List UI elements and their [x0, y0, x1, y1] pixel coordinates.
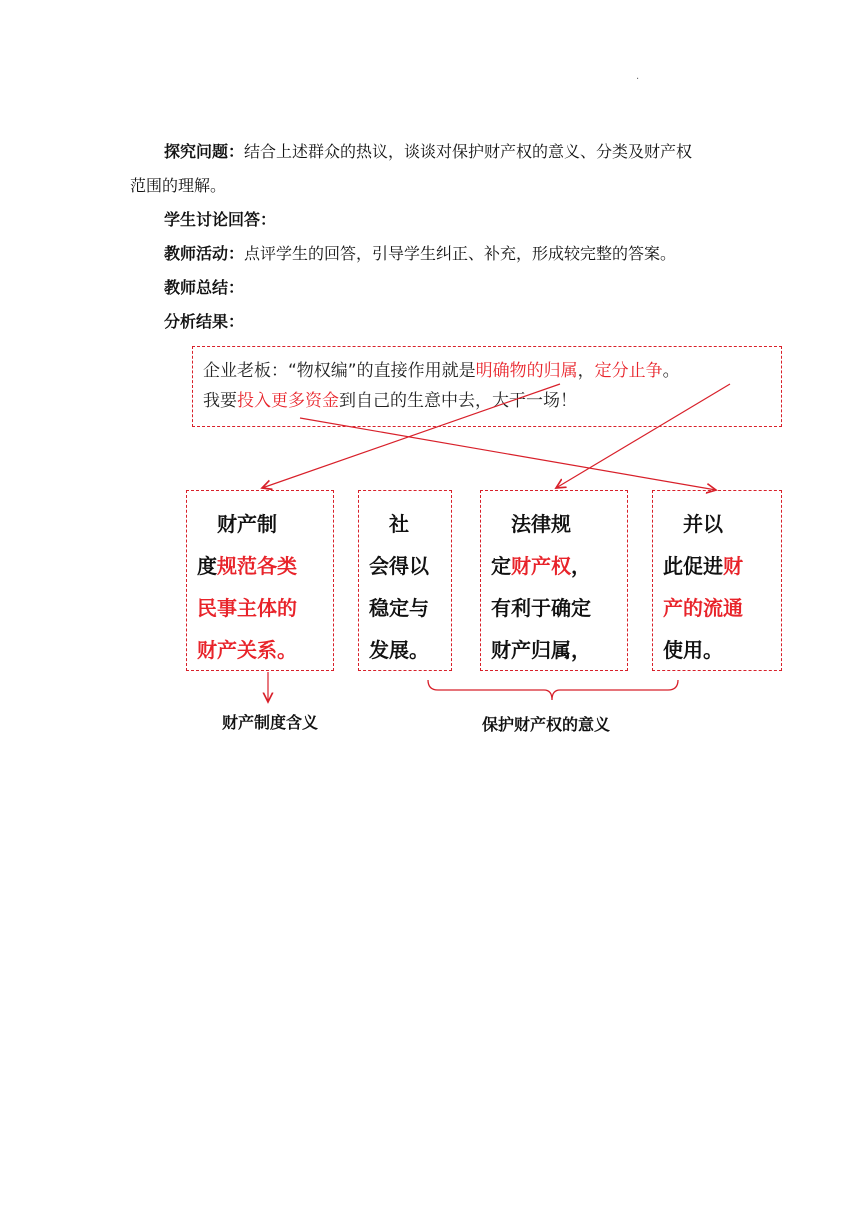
- card-4-line-1: 并以: [663, 512, 723, 536]
- quote-highlight-dispute: 定分止争: [594, 361, 663, 381]
- card-4-line-4: 使用。: [663, 638, 723, 662]
- arrow-dispute-to-card3: [556, 384, 730, 488]
- quote-highlight-invest: 投入更多资金: [237, 391, 339, 411]
- question-text: 结合上述群众的热议，谈谈对保护财产权的意义、分类及财产权: [244, 142, 693, 161]
- quote-text-3: 到自己的生意中去，大干一场！: [339, 391, 577, 411]
- teacher-activity-text: 点评学生的回答，引导学生纠正、补充，形成较完整的答案。: [244, 244, 677, 263]
- card-2-line-2: 会得以: [369, 554, 429, 578]
- analysis-result-label: 分析结果：: [164, 312, 245, 331]
- page-dot: ·: [636, 74, 640, 85]
- card-1-line-1: 财产制: [197, 512, 277, 536]
- caption-significance: 保护财产权的意义: [482, 715, 611, 734]
- student-discussion-label: 学生讨论回答：: [164, 210, 277, 229]
- brace-significance: [428, 680, 678, 700]
- card-3-line-4: 财产归属，: [491, 638, 591, 662]
- card-1-line-3: 民事主体的: [197, 596, 297, 620]
- card-2-line-3: 稳定与: [369, 596, 429, 620]
- question-label: 探究问题：: [164, 142, 245, 161]
- quote-period: 。: [662, 361, 680, 381]
- card-3-line-1: 法律规: [491, 512, 571, 536]
- card-1-line-2b: 规范各类: [217, 554, 297, 578]
- card-1-line-2a: 度: [197, 554, 217, 578]
- card-4-line-2a: 此促进: [663, 554, 723, 578]
- card-2-line-1: 社: [369, 512, 409, 536]
- question-continuation: 范围的理解。: [130, 176, 227, 195]
- card-4-line-2b: 财: [723, 554, 743, 578]
- card-4-line-3: 产的流通: [663, 596, 743, 620]
- card-3-line-3: 有利于确定: [491, 596, 591, 620]
- caption-property-system: 财产制度含义: [222, 713, 319, 732]
- card-3-line-2c: ，: [571, 554, 591, 578]
- card-2-line-4: 发展。: [369, 638, 429, 662]
- card-3-line-2b: 财产权: [511, 554, 571, 578]
- arrow-invest-to-card4: [300, 418, 716, 490]
- card-1-line-4: 财产关系。: [197, 638, 297, 662]
- teacher-activity-label: 教师活动：: [164, 244, 245, 263]
- quote-highlight-ownership: 明确物的归属: [475, 361, 578, 381]
- card-3-line-2a: 定: [491, 554, 511, 578]
- teacher-summary-label: 教师总结：: [164, 278, 245, 297]
- quote-text: 企业老板：“物权编”的直接作用就是: [203, 361, 476, 381]
- quote-comma: ，: [577, 361, 595, 381]
- arrow-ownership-to-card1: [262, 384, 560, 488]
- quote-text-2: 我要: [203, 391, 237, 411]
